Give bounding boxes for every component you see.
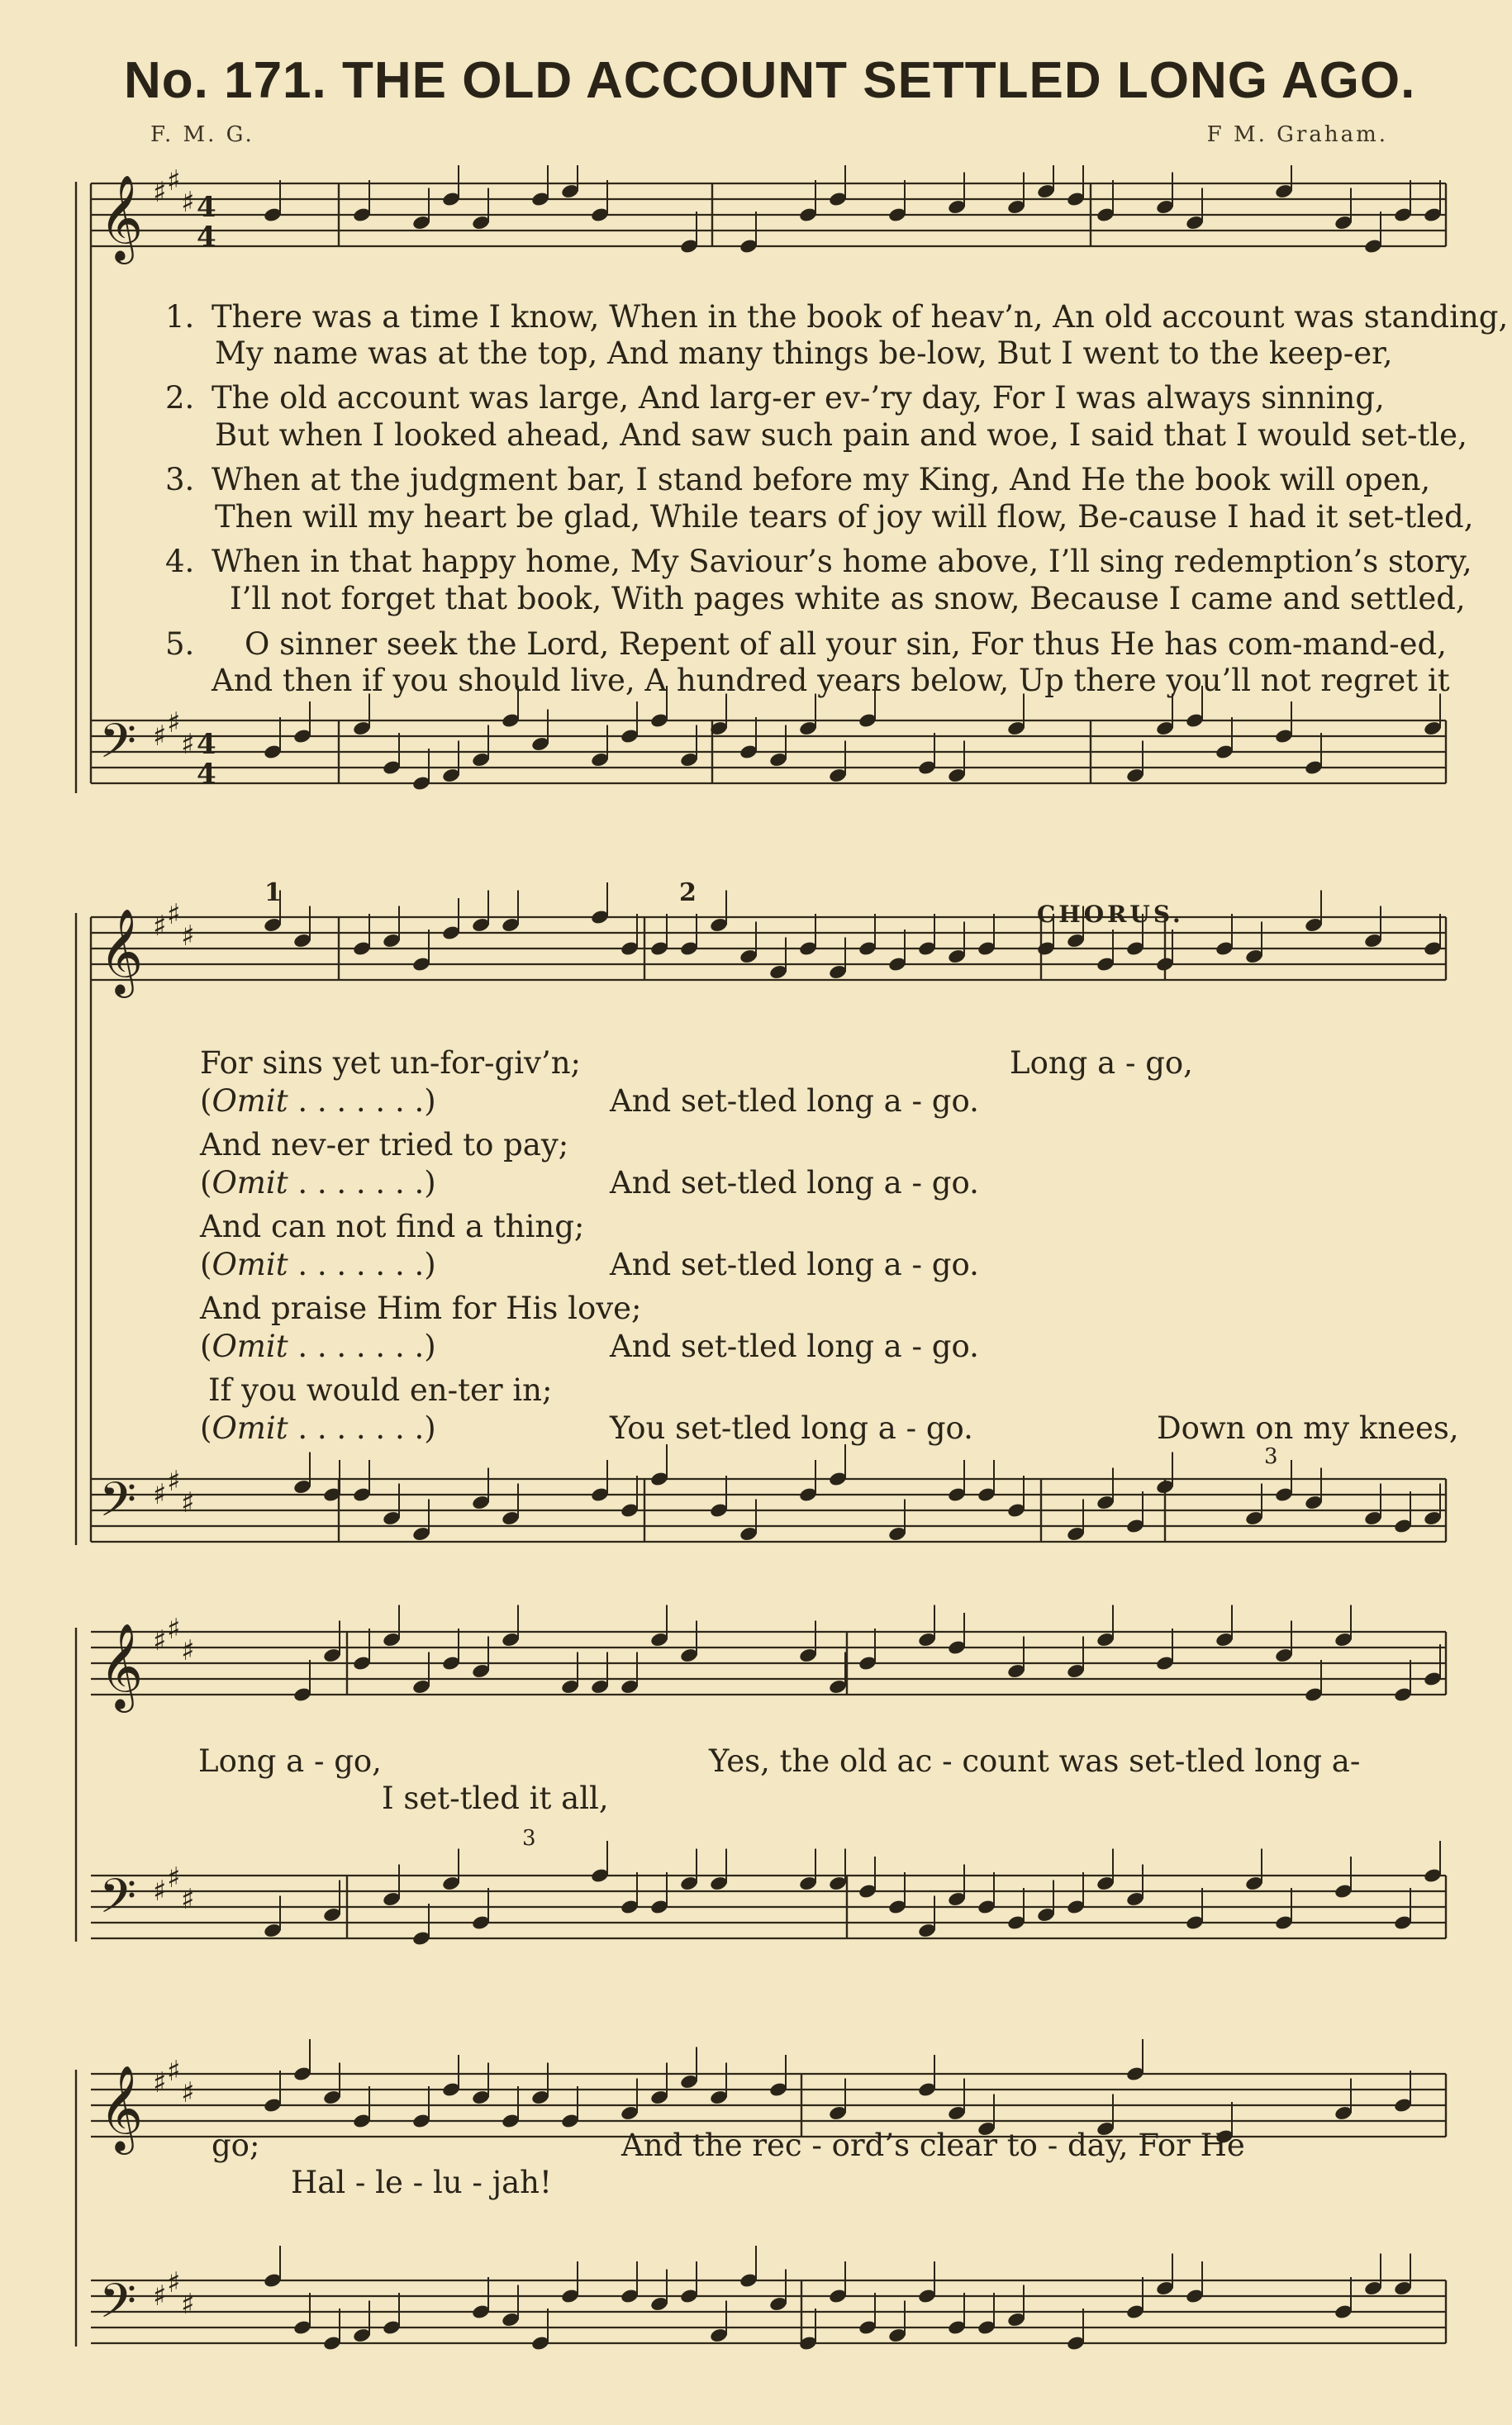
svg-text:♯: ♯ xyxy=(153,2066,167,2099)
verse-5-number: 5. xyxy=(165,626,195,662)
verse-3-line-1: When at the judgment bar, I stand before my King, And He the book will open, xyxy=(212,462,1431,497)
system-3-bass xyxy=(91,1862,1446,1938)
ending-line-3-b: And set-tled long a - go. xyxy=(610,1247,979,1282)
verse-4-line-1: When in that happy home, My Saviour’s home above, I’ll sing redemption’s story, xyxy=(212,544,1472,579)
ending-line-4-a: And praise Him for His love; xyxy=(200,1291,642,1326)
time-sig-bottom: 4 xyxy=(197,221,216,254)
svg-text:𝄞: 𝄞 xyxy=(99,908,144,995)
refrain-start: Long a - go, xyxy=(1010,1045,1193,1081)
second-ending-number: 2 xyxy=(679,878,697,907)
ending-line-5-a: If you would en-ter in; xyxy=(208,1372,553,1408)
svg-text:♯: ♯ xyxy=(153,176,167,209)
ending-line-5-b: You set-tled long a - go. xyxy=(610,1410,973,1446)
words-credit: F. M. G. xyxy=(150,122,254,147)
svg-text:𝄞: 𝄞 xyxy=(99,1623,144,1709)
verse-4-number: 4. xyxy=(165,544,195,579)
ending-line-2-a: And nev-er tried to pay; xyxy=(200,1127,569,1163)
system-2-treble xyxy=(91,898,1446,998)
svg-text:♯: ♯ xyxy=(181,1883,195,1916)
ending-line-4-b: And set-tled long a - go. xyxy=(610,1329,979,1364)
verse-2-line-1: The old account was large, And larg-er ev-’ry day, For I was always sinning, xyxy=(212,380,1385,416)
hymn-title: No. 171. THE OLD ACCOUNT SETTLED LONG AGO. xyxy=(124,52,1416,109)
svg-text:♯: ♯ xyxy=(167,1613,181,1646)
svg-text:♯: ♯ xyxy=(167,165,181,197)
svg-text:♯: ♯ xyxy=(181,186,195,219)
ending-line-5-omit: (Omit . . . . . . .) xyxy=(200,1410,436,1446)
triplet-mark-1: 3 xyxy=(1264,1444,1278,1469)
ending-line-1-a: For sins yet un-for-giv’n; xyxy=(200,1045,582,1081)
chorus-line-1-a: Long a - go, xyxy=(198,1743,382,1779)
verse-2-number: 2. xyxy=(165,380,195,416)
chorus-line-1-c: I set-tled it all, xyxy=(382,1781,609,1816)
svg-text:♯: ♯ xyxy=(153,1875,167,1908)
ending-line-3-a: And can not find a thing; xyxy=(200,1209,585,1244)
chorus-line-2-b: And the rec - ord’s clear to - day, For He xyxy=(621,2128,1245,2163)
svg-text:♯: ♯ xyxy=(167,2055,181,2088)
svg-text:♯: ♯ xyxy=(153,1478,167,1511)
svg-text:♯: ♯ xyxy=(181,920,195,953)
time-sig-top: 4 xyxy=(197,191,216,224)
svg-text:♯: ♯ xyxy=(167,898,181,931)
chorus-line-1-b: Yes, the old ac - count was set-tled long a- xyxy=(709,1743,1361,1779)
system-1-treble xyxy=(91,165,1446,264)
svg-text:♯: ♯ xyxy=(181,1486,195,1519)
system-1-bass xyxy=(91,706,1446,791)
svg-text:𝄞: 𝄞 xyxy=(99,174,144,261)
verse-5-line-2: And then if you should live, A hundred years below, Up there you’ll not regret it xyxy=(212,663,1450,698)
svg-text:♯: ♯ xyxy=(167,1465,181,1498)
verse-1-line-1: There was a time I know, When in the book of heav’n, An old account was standing, xyxy=(212,299,1509,335)
system-2-bass xyxy=(91,1465,1446,1542)
svg-text:♯: ♯ xyxy=(153,910,167,943)
verse-4-line-2: I’ll not forget that book, With pages white as snow, Because I came and settled, xyxy=(230,581,1466,616)
verse-1-line-2: My name was at the top, And many things be-low, But I went to the keep-er, xyxy=(215,335,1393,371)
svg-text:4: 4 xyxy=(197,728,216,761)
verse-3-line-2: Then will my heart be glad, While tears of joy will flow, Be-cause I had it set-tled, xyxy=(215,499,1474,535)
svg-text:4: 4 xyxy=(197,758,216,791)
svg-text:♯: ♯ xyxy=(153,720,167,753)
svg-text:♯: ♯ xyxy=(181,1634,195,1667)
down-on-my-knees: Down on my knees, xyxy=(1157,1410,1459,1446)
verse-5-line-1: O sinner seek the Lord, Repent of all your sin, For thus He has com-mand-ed, xyxy=(245,626,1447,662)
system-4-bass xyxy=(91,2266,1446,2343)
svg-text:♯: ♯ xyxy=(153,1624,167,1657)
music-credit: F M. Graham. xyxy=(1206,122,1388,147)
svg-text:♯: ♯ xyxy=(167,2266,181,2299)
svg-text:♯: ♯ xyxy=(181,2076,195,2109)
chorus-label: CHORUS. xyxy=(1037,901,1184,928)
verse-3-number: 3. xyxy=(165,462,195,497)
chorus-line-2-a: go; xyxy=(212,2128,260,2163)
svg-text:♯: ♯ xyxy=(167,1862,181,1895)
ending-line-2-b: And set-tled long a - go. xyxy=(610,1165,979,1201)
verse-2-line-2: But when I looked ahead, And saw such pain and woe, I said that I would set-tle, xyxy=(215,417,1467,453)
ending-line-1-b: And set-tled long a - go. xyxy=(610,1083,979,1119)
ending-line-2-omit: (Omit . . . . . . .) xyxy=(200,1165,436,1201)
svg-text:𝄞: 𝄞 xyxy=(99,2065,144,2152)
ending-line-1-omit: (Omit . . . . . . .) xyxy=(200,1083,436,1119)
svg-text:♯: ♯ xyxy=(167,706,181,739)
svg-text:♯: ♯ xyxy=(153,2280,167,2313)
first-ending-number: 1 xyxy=(264,878,282,907)
svg-text:𝄢: 𝄢 xyxy=(99,1868,137,1936)
triplet-mark-2: 3 xyxy=(522,1826,536,1851)
svg-text:♯: ♯ xyxy=(181,2288,195,2321)
verse-1-number: 1. xyxy=(165,299,195,335)
svg-text:𝄢: 𝄢 xyxy=(99,2273,137,2341)
svg-text:♯: ♯ xyxy=(181,728,195,761)
svg-text:𝄢: 𝄢 xyxy=(99,713,137,781)
chorus-line-2-c: Hal - le - lu - jah! xyxy=(291,2165,552,2200)
ending-line-3-omit: (Omit . . . . . . .) xyxy=(200,1247,436,1282)
svg-text:𝄢: 𝄢 xyxy=(99,1472,137,1539)
system-3-treble xyxy=(91,1613,1446,1713)
ending-line-4-omit: (Omit . . . . . . .) xyxy=(200,1329,436,1364)
